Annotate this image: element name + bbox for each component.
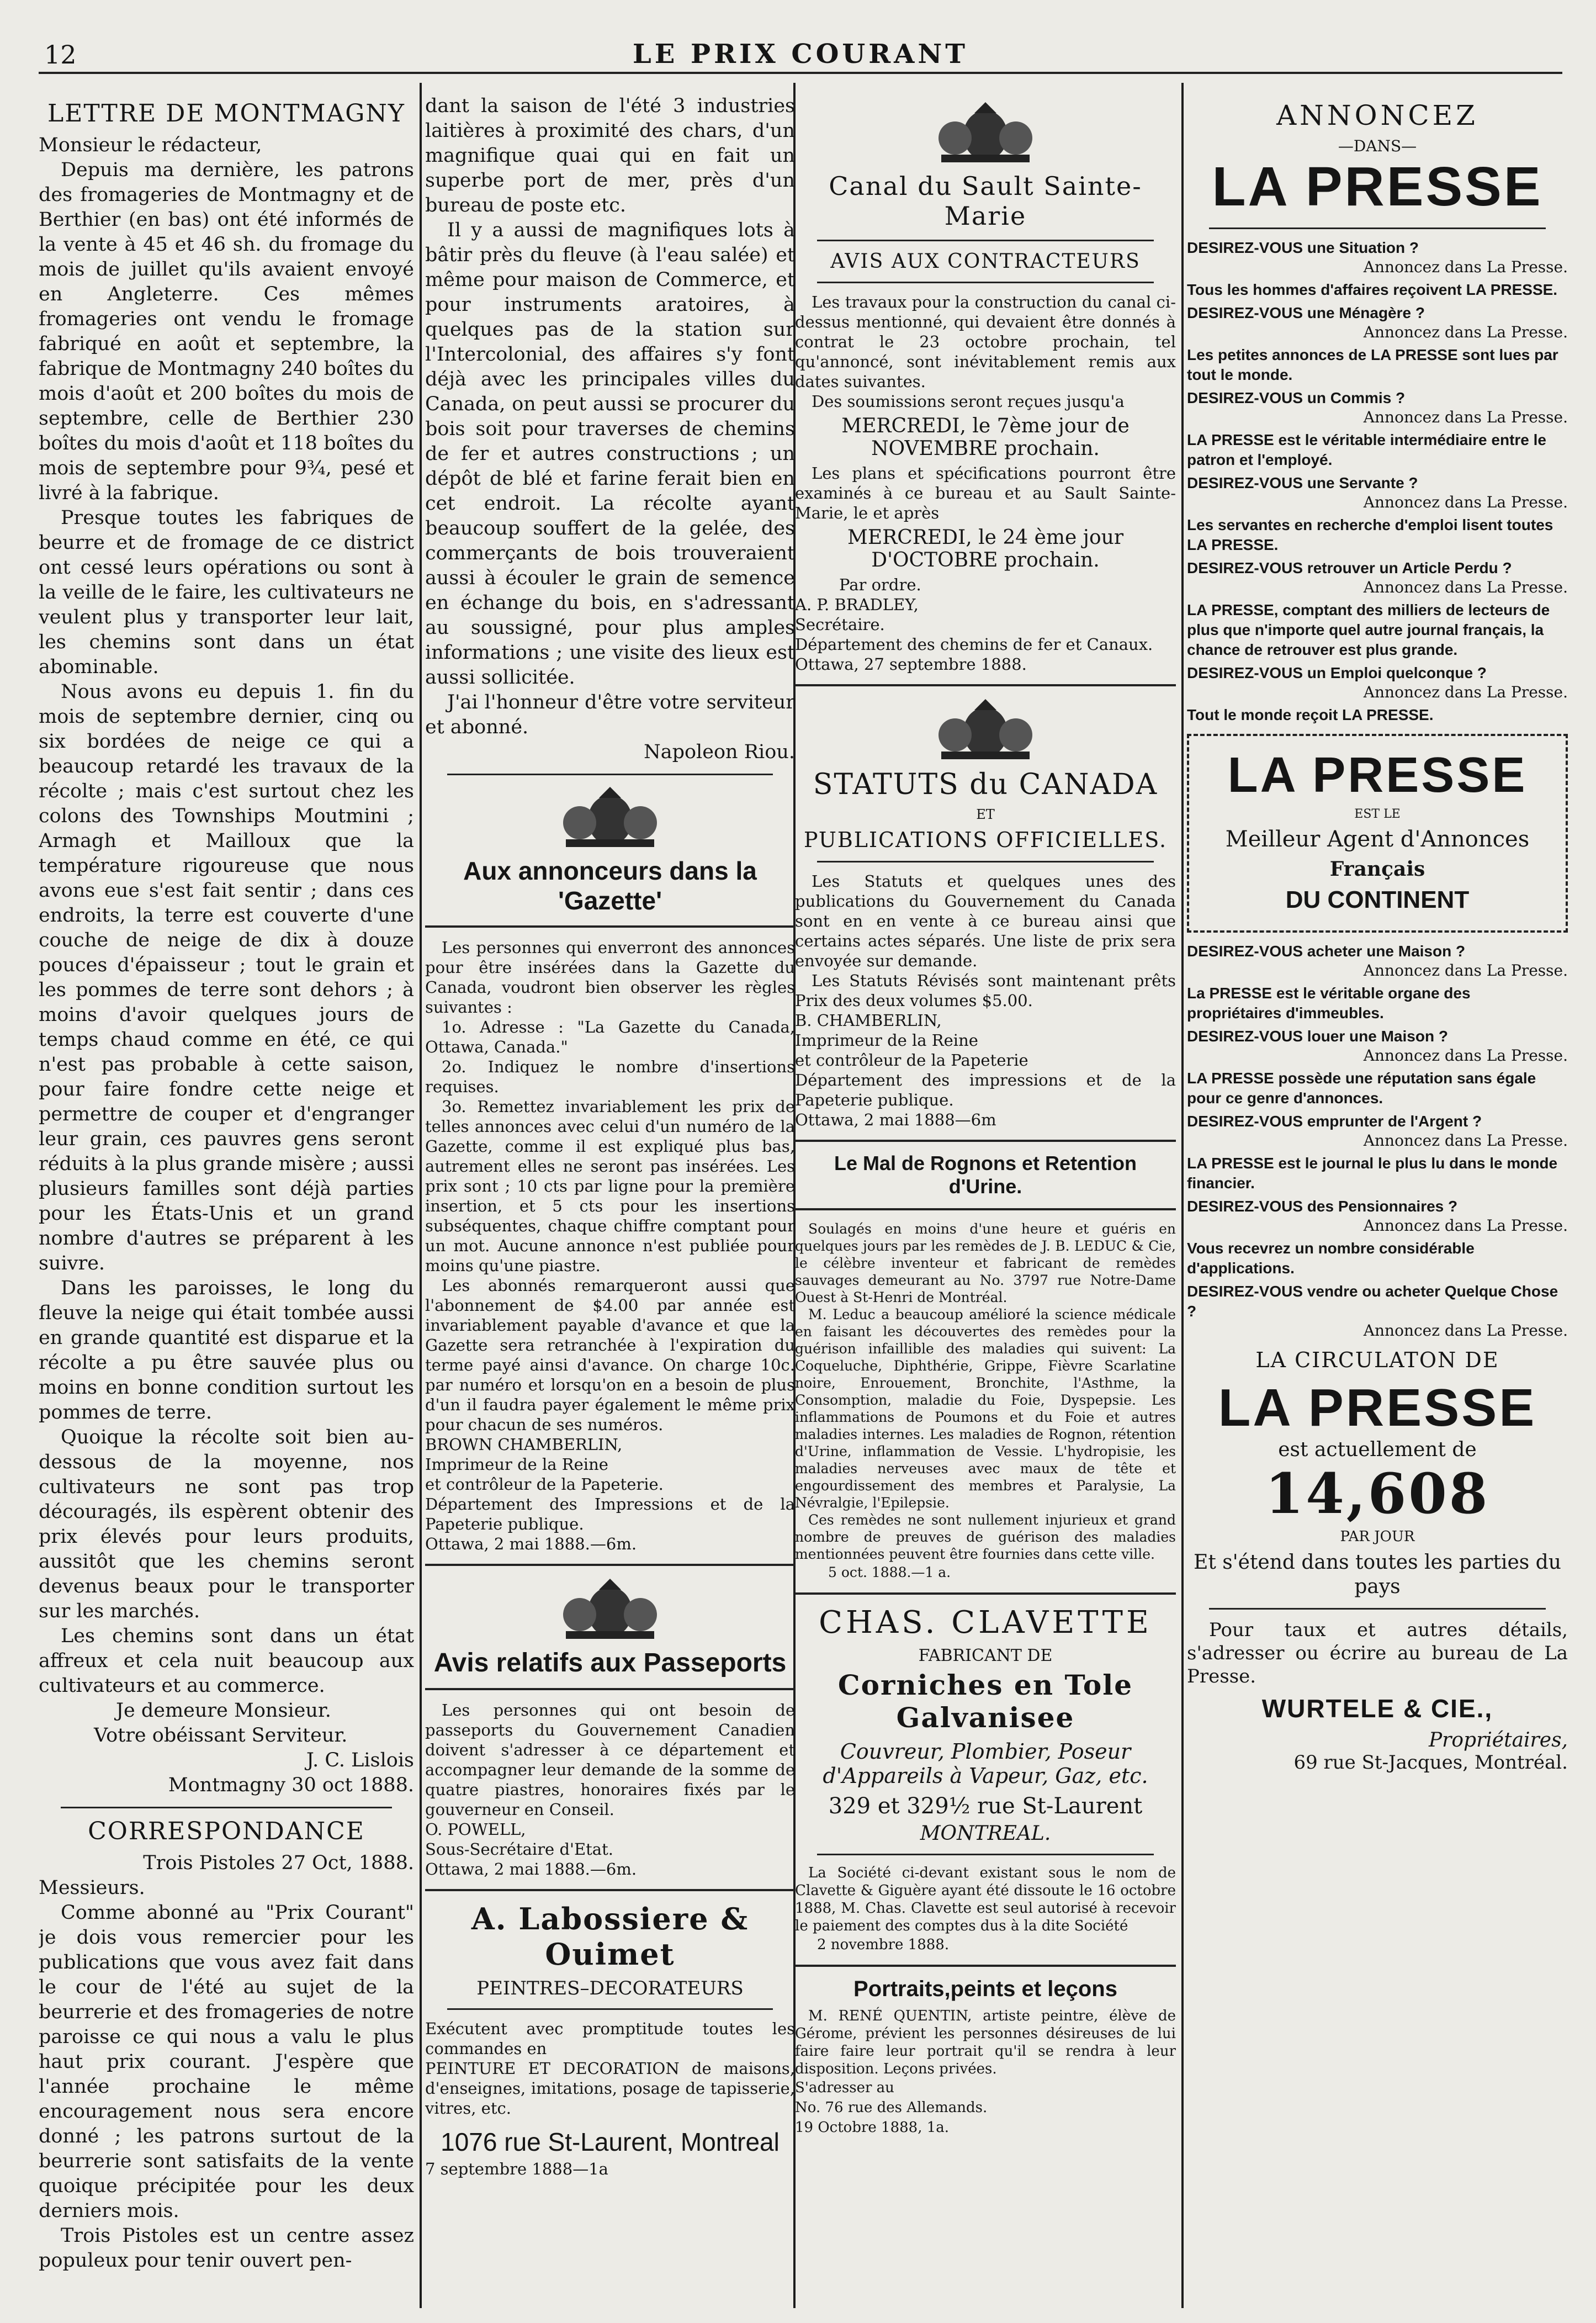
paragraph: J'ai l'honneur d'être votre serviteur et abonné. <box>425 691 795 738</box>
ad-sub: Annoncez dans La Presse. <box>1363 961 1568 980</box>
circulation-extent: Et s'étend dans toutes les parties du pays <box>1194 1551 1561 1598</box>
paragraph: Exécutent avec promptitude toutes les commandes en <box>425 2019 795 2058</box>
ad-line: LA PRESSE, comptant des milliers de lecteurs de plus que n'importe quel autre journal français, la chance de retrouver est plus grande. <box>1187 601 1550 658</box>
statuts-title: STATUTS du CANADA <box>813 768 1158 801</box>
page-header <box>39 33 1562 74</box>
passport-title: Avis relatifs aux Passeports <box>433 1648 787 1678</box>
divider <box>795 1592 1176 1595</box>
divider <box>425 1889 795 1891</box>
ad-sub: Annoncez dans La Presse. <box>1363 493 1568 511</box>
paragraph: M. Leduc a beaucoup amélioré la science médicale en faisant les découvertes des remèdes pour la guérison infaillible des maladies qui suivent: La Coqueluche, Diphthérie, Grippe, Fièvre Scarlatine noire, Enrouement, Bronchite, l'Asthme, la Consomption, maladie du Foie, Dyspepsie. Les inflammations de Poumons et du Foie et autres maladies internes. Les maladies de Rognon, rétention d'Urine, inflammation de Vessie. L'hydropisie, les maladies nerveuses avec maux de tête et engourdissement des membres et Paralysie, La Névralgie, l'Epilepsie. <box>795 1306 1176 1511</box>
newspaper-title: LE PRIX COURANT <box>632 39 969 70</box>
mal-title: Le Mal de Rognons et Retention d'Urine. <box>834 1152 1137 1198</box>
address: No. 76 rue des Allemands. <box>795 2099 988 2116</box>
ad-sub: Annoncez dans La Presse. <box>1363 258 1568 276</box>
signature: et contrôleur de la Papeterie. <box>425 1475 664 1494</box>
paragraph: 2o. Indiquez le nombre d'insertions requises. <box>425 1057 795 1096</box>
ad-line: DESIREZ-VOUS louer une Maison ? <box>1187 1028 1448 1045</box>
signature: A. P. BRADLEY, <box>795 595 919 614</box>
divider <box>795 684 1176 686</box>
paragraph: Des soumissions seront reçues jusqu'a <box>812 392 1125 411</box>
royal-crest-icon <box>919 99 1052 166</box>
paragraph: PEINTURE ET DECORATION de maisons, d'enseignes, imitations, posage de tapisserie, vitres, etc. <box>425 2059 795 2118</box>
dateline: 19 Octobre 1888, 1a. <box>795 2119 950 2136</box>
paragraph: Les travaux pour la construction du canal ci-dessus mentionné, qui devaient être donnés à contrat le 23 octobre prochain, tel qu'annoncé, sont inévitablement remis aux dates suivantes. <box>795 293 1176 391</box>
ad-sub: Annoncez dans La Presse. <box>1363 1131 1568 1150</box>
statuts-subtitle: PUBLICATIONS OFFICIELLES. <box>803 828 1168 852</box>
dateline: Ottawa, 27 septembre 1888. <box>795 655 1027 674</box>
dateline: Ottawa, 2 mai 1888—6m <box>795 1110 996 1129</box>
paragraph: Depuis ma dernière, les patrons des fromageries de Montmagny et de Berthier (en bas) ont été informés de la vente à 45 et 46 sh. du fromage du mois de juillet qu'ils avaient envoyé en Angleterre. Ces mêmes fromageries ont vendu le fromage fabriqué en août et septembre, la fabrique de Montmagny 240 boîtes du mois d'août et 200 boîtes du mois de septembre, celle de Berthier 230 boîtes du mois d'août et 118 boîtes du mois de septembre pour 9¾, pesé et livré à la fabrique. <box>39 159 414 504</box>
ad-line: DESIREZ-VOUS une Situation ? <box>1187 239 1419 256</box>
divider <box>425 1564 795 1566</box>
paragraph: Les personnes qui enverront des annonces pour être insérées dans la Gazette du Canada, voudront bien observer les règles suivantes : <box>425 938 795 1017</box>
order: Par ordre. <box>839 575 921 594</box>
salutation: Monsieur le rédacteur, <box>39 134 262 156</box>
closing: Je demeure Monsieur. <box>116 1700 331 1722</box>
closing: Votre obéissant Serviteur. <box>94 1724 348 1747</box>
column-1 <box>39 94 414 2303</box>
letter-title: LETTRE DE MONTMAGNY <box>47 99 405 128</box>
dateline: 5 oct. 1888.—1 a. <box>828 1564 951 1580</box>
ad-sub: Annoncez dans La Presse. <box>1363 1321 1568 1340</box>
box-line: Français <box>1329 858 1425 881</box>
ad-line: Vous recevrez un nombre considérable d'applications. <box>1187 1240 1475 1277</box>
paragraph: Presque toutes les fabriques de beurre et de fromage de ce district ont cessé leurs opérations ou sont à la veille de le faire, les cultivateurs ne veulent plus y transporter leur lait, les chemins sont dans un état abominable. <box>39 507 414 678</box>
divider <box>1209 1608 1546 1610</box>
ad-line: LA PRESSE est le véritable intermédiaire entre le patron et l'employé. <box>1187 431 1546 468</box>
signature: Imprimeur de la Reine <box>425 1455 608 1474</box>
column-rule <box>420 83 422 2308</box>
column-4 <box>1187 94 1568 2303</box>
divider <box>795 1208 1176 1210</box>
circulation-number: 14,608 <box>1265 1461 1490 1526</box>
paragraph: Les Statuts et quelques unes des publications du Gouvernement du Canada sont en en vente à ce bureau ainsi que certains actes séparés. Une liste de prix sera envoyée sur demande. <box>795 872 1176 970</box>
la-presse-logo: LA PRESSE <box>1212 156 1543 218</box>
paragraph: La Société ci-devant existant sous le nom de Clavette & Giguère ayant été dissoute le 16 octobre 1888, M. Chas. Clavette est seul autorisé à recevoir le paiement des comptes dus à la dite Société <box>795 1865 1176 1934</box>
department: Département des Impressions et de la Papeterie publique. <box>425 1495 795 1533</box>
portraits-title: Portraits,peints et leçons <box>853 1977 1117 2001</box>
ad-sub: Annoncez dans La Presse. <box>1363 1216 1568 1235</box>
par-jour: PAR JOUR <box>1340 1528 1415 1545</box>
page-number: 12 <box>44 40 77 70</box>
dans-label: —DANS— <box>1338 137 1417 155</box>
divider <box>817 282 1154 283</box>
ad-sub: Annoncez dans La Presse. <box>1363 323 1568 341</box>
clavette-address: 329 et 329½ rue St-Laurent <box>828 1793 1143 1819</box>
contact-info: Pour taux et autres détails, s'adresser ou écrire au bureau de La Presse. <box>1187 1619 1568 1687</box>
ad-line: Les petites annonces de LA PRESSE sont lues par tout le monde. <box>1187 346 1558 383</box>
signature: B. CHAMBERLIN, <box>795 1011 942 1030</box>
statuts-et: ET <box>976 807 995 822</box>
dateline: 2 novembre 1888. <box>817 1936 950 1953</box>
divider <box>447 774 773 775</box>
ad-line: Tous les hommes d'affaires reçoivent LA PRESSE. <box>1187 281 1558 298</box>
ad-list-2 <box>1187 941 1568 1340</box>
department: Département des impressions et de la Papeterie publique. <box>795 1071 1176 1109</box>
section-title: CORRESPONDANCE <box>88 1817 365 1845</box>
salutation: Messieurs. <box>39 1877 145 1899</box>
paragraph: Comme abonné au "Prix Courant" je dois vous remercier pour les publications que vous avez fait dans le cour de l'été au sujet de la beurrerie et des fromageries de notre paroisse ce qui nous a valu le plus haut prix courant. J'espère que l'année prochaine le même encouragement nous sera encore donné ; les patrons surtout de la beurrerie sont satisfaits de la vente quoique précipitée pour les deux derniers mois. <box>39 1902 414 2222</box>
divider <box>817 240 1154 241</box>
circulation-label: LA CIRCULATON DE <box>1255 1348 1499 1372</box>
column-2 <box>425 94 795 2303</box>
paragraph: Les Statuts Révisés sont maintenant prêts Prix des deux volumes $5.00. <box>795 971 1176 1010</box>
divider <box>817 1854 1154 1855</box>
gazette-title: Aux annonceurs dans la 'Gazette' <box>463 856 757 915</box>
wurtele-name: WURTELE & CIE., <box>1261 1694 1493 1723</box>
ad-sub: Annoncez dans La Presse. <box>1363 683 1568 701</box>
ad-sub: Annoncez dans La Presse. <box>1363 1046 1568 1065</box>
paragraph: Soulagés en moins d'une heure et guéris en quelques jours par les remèdes de J. B. LEDUC & Cie, le célèbre inventeur et fabricant de remèdes sauvages demeurant au No. 3797 rue Notre-Dame Ouest à St-Henri de Montréal. <box>795 1221 1176 1305</box>
royal-crest-icon <box>544 1576 676 1642</box>
divider <box>447 2008 773 2010</box>
ad-sub: Annoncez dans La Presse. <box>1363 578 1568 596</box>
ad-line: DESIREZ-VOUS retrouver un Article Perdu ? <box>1187 559 1512 576</box>
divider <box>795 1140 1176 1142</box>
proprietaires: Propriétaires, <box>1428 1729 1568 1751</box>
canal-title: Canal du Sault Sainte-Marie <box>829 171 1142 231</box>
ad-list-1 <box>1187 238 1568 725</box>
labossiere-address: 1076 rue St-Laurent, Montreal <box>441 2128 780 2156</box>
divider <box>425 925 795 928</box>
divider <box>1209 227 1546 229</box>
divider <box>817 861 1154 862</box>
paragraph: Les plans et spécifications pourront être examinés à ce bureau et au Sault Sainte-Marie, le et après <box>795 464 1176 522</box>
ad-line: LA PRESSE possède une réputation sans égale pour ce genre d'annonces. <box>1187 1070 1536 1107</box>
box-line: EST LE <box>1354 807 1401 821</box>
ad-line: DESIREZ-VOUS un Commis ? <box>1187 389 1406 406</box>
clavette-product: Corniches en Tole Galvanisee <box>837 1669 1133 1734</box>
signature: BROWN CHAMBERLIN, <box>425 1435 623 1454</box>
labossiere-title: A. Labossiere & Ouimet <box>471 1901 749 1972</box>
circulation-actuel: est actuellement de <box>1278 1438 1477 1461</box>
signature: Secrétaire. <box>795 615 885 634</box>
presse-box <box>1187 734 1568 933</box>
ad-line: DESIREZ-VOUS emprunter de l'Argent ? <box>1187 1113 1482 1130</box>
dateline: Ottawa, 2 mai 1888.—6m. <box>425 1860 637 1878</box>
signature: Napoleon Riou. <box>644 741 795 763</box>
department: Département des chemins de fer et Canaux. <box>795 635 1153 654</box>
column-rule <box>1181 83 1184 2308</box>
ad-line: DESIREZ-VOUS vendre ou acheter Quelque Chose ? <box>1187 1283 1558 1320</box>
paragraph: 3o. Remettez invariablement les prix de telles annonces avec celui d'un numéro de la Gazette, comme il est expliqué plus bas, autrement elles ne seront pas insérées. Les prix sont ; 10 cts par ligne pour la première insertion, et 5 cts pour les insertions subséquentes, chaque chiffre comptant pour un mot. Aucune annonce n'est publiée pour moins qu'une piastre. <box>425 1097 795 1275</box>
ad-line: DESIREZ-VOUS une Servante ? <box>1187 474 1418 491</box>
dateline: Trois Pistoles 27 Oct, 1888. <box>143 1852 414 1874</box>
signature-date: Montmagny 30 oct 1888. <box>168 1774 414 1796</box>
dateline: 7 septembre 1888—1a <box>425 2160 608 2178</box>
ad-line: DESIREZ-VOUS un Emploi quelconque ? <box>1187 664 1487 681</box>
box-line: DU CONTINENT <box>1285 886 1470 913</box>
paragraph: Les chemins sont dans un état affreux et cela nuit beaucoup aux cultivateurs et au commerce. <box>39 1625 414 1697</box>
paragraph: M. RENÉ QUENTIN, artiste peintre, élève de Gérome, prévient les personnes désireuses de lui faire faire leur portrait qu'il se rendra à leur disposition. Leçons privées. <box>795 2008 1176 2077</box>
annoncez-title: ANNONCEZ <box>1276 99 1478 131</box>
paragraph: Trois Pistoles est un centre assez populeux pour tenir ouvert pen- <box>39 2225 414 2272</box>
divider <box>425 1688 795 1690</box>
signature: et contrôleur de la Papeterie <box>795 1051 1028 1070</box>
signature: O. POWELL, <box>425 1820 526 1839</box>
dateline: Ottawa, 2 mai 1888.—6m. <box>425 1534 637 1553</box>
circulation-presse: LA PRESSE <box>1218 1378 1537 1437</box>
ad-line: DESIREZ-VOUS acheter une Maison ? <box>1187 943 1466 960</box>
clavette-title: CHAS. CLAVETTE <box>819 1605 1152 1641</box>
box-line: Meilleur Agent d'Annonces <box>1225 827 1530 852</box>
paragraph: Quoique la récolte soit bien au-dessous de la moyenne, nos cultivateurs ne sont pas trop découragés, ils espèrent obtenir des prix élevés pour leurs produits, aussitôt que les chemins seront devenus beaux pour le transporter sur les marchés. <box>39 1426 414 1622</box>
divider <box>61 1807 392 1808</box>
signature: J. C. Lislois <box>306 1749 414 1771</box>
column-3 <box>795 94 1176 2303</box>
address: S'adresser au <box>795 2079 894 2096</box>
signature: Sous-Secrétaire d'Etat. <box>425 1840 613 1859</box>
paragraph: dant la saison de l'été 3 industries laitières à proximité des chars, d'un magnifique quai qui en fait un superbe port de mer, près d'un bureau de poste etc. <box>425 95 795 216</box>
clavette-subtitle: FABRICANT DE <box>918 1646 1053 1665</box>
ad-line: LA PRESSE est le journal le plus lu dans le monde financier. <box>1187 1155 1558 1192</box>
canal-date: MERCREDI, le 24 ème jour D'OCTOBRE prochain. <box>847 526 1124 572</box>
paragraph: Ces remèdes ne sont nullement injurieux et grand nombre de preuves de guérison des maladies mentionnées peuvent être fournies dans cette ville. <box>795 1512 1176 1562</box>
ad-sub: Annoncez dans La Presse. <box>1363 408 1568 426</box>
royal-crest-icon <box>544 784 676 850</box>
paragraph: Les personnes qui ont besoin de passeports du Gouvernement Canadien doivent s'adresser à ce département et accompagner leur demande de la somme de quatre piastres, honoraires fixés par le gouverneur en Conseil. <box>425 1701 795 1819</box>
canal-subtitle: AVIS AUX CONTRACTEURS <box>830 250 1141 273</box>
box-title: LA PRESSE <box>1227 748 1528 803</box>
ad-line: DESIREZ-VOUS des Pensionnaires ? <box>1187 1198 1458 1215</box>
paragraph: Il y a aussi de magnifiques lots à bâtir près du fleuve (à l'eau salée) et même pour maison de Commerce, et pour instruments aratoires, à quelques pas de la station sur l'Intercolonial, des affaires s'y font déjà avec les principales villes du Canada, on peut aussi se procurer du bois soit pour traverses de chemins de fer et autres constructions ; un dépôt de blé et farine ferait bien en cet endroit. La récolte ayant beaucoup souffert de la gelée, des commerçants de bois trouveraient aussi à écouler le grain de semence en échange du bois, en s'adressant au soussigné, pour plus amples informations ; une visite des lieux est aussi sollicitée. <box>425 219 795 689</box>
divider <box>795 1965 1176 1967</box>
ad-line: La PRESSE est le véritable organe des propriétaires d'immeubles. <box>1187 985 1471 1022</box>
royal-crest-icon <box>919 696 1052 763</box>
labossiere-subtitle: PEINTRES–DECORATEURS <box>476 1977 744 1999</box>
paragraph: Nous avons eu depuis 1. fin du mois de septembre dernier, cinq ou six bordées de neige ce qui a beaucoup retardé les travaux de la récolte ; mais c'est surtout chez les colons des Townships Moutmini ; Armagh et Mailloux que la température rigoureuse que nous avons eue s'est fait sentir ; dans ces endroits, la terre est couverte d'une couche de neige de dix à douze pouces d'épaisseur ; tout le grain et les pommes de terre sont dehors ; à moins d'avoir quelques jours de temps chaud comme en été, ce qui n'est pas probable à cette saison, pour faire fondre cette neige et permettre de couper et d'engranger leur grain, ces pauvres gens seront réduits à la plus grande misère ; aussi plusieurs familles sont déjà parties pour les États-Unis et un grand nombre d'autres se préparent à les suivre. <box>39 681 414 1274</box>
ad-line: Les servantes en recherche d'emploi lisent toutes LA PRESSE. <box>1187 516 1553 553</box>
ad-line: Tout le monde reçoit LA PRESSE. <box>1187 706 1434 723</box>
canal-date: MERCREDI, le 7ème jour de NOVEMBRE prochain. <box>841 415 1130 460</box>
ad-line: DESIREZ-VOUS une Ménagère ? <box>1187 304 1425 321</box>
paragraph: 1o. Adresse : "La Gazette du Canada, Ottawa, Canada." <box>425 1018 795 1056</box>
wurtele-address: 69 rue St-Jacques, Montréal. <box>1293 1751 1568 1774</box>
clavette-city: MONTREAL. <box>920 1822 1051 1845</box>
clavette-services: Couvreur, Plombier, Poseur d'Appareils à Vapeur, Gaz, etc. <box>823 1739 1148 1788</box>
paragraph: Les abonnés remarqueront aussi que l'abonnement de $4.00 par année est invariablement payable d'avance et que la Gazette sera retranchée à l'expiration du terme payé ainsi d'avance. On charge 10c. par numéro et lorsqu'on en a besoin de plus d'un il faudra payer également le même prix pour chacun de ses numéros. <box>425 1276 795 1434</box>
paragraph: Dans les paroisses, le long du fleuve la neige qui était tombée aussi en grande quantité est disparue et la récolte a pu être sauvée plus ou moins en bonne condition surtout les pommes de terre. <box>39 1277 414 1424</box>
signature: Imprimeur de la Reine <box>795 1031 978 1050</box>
